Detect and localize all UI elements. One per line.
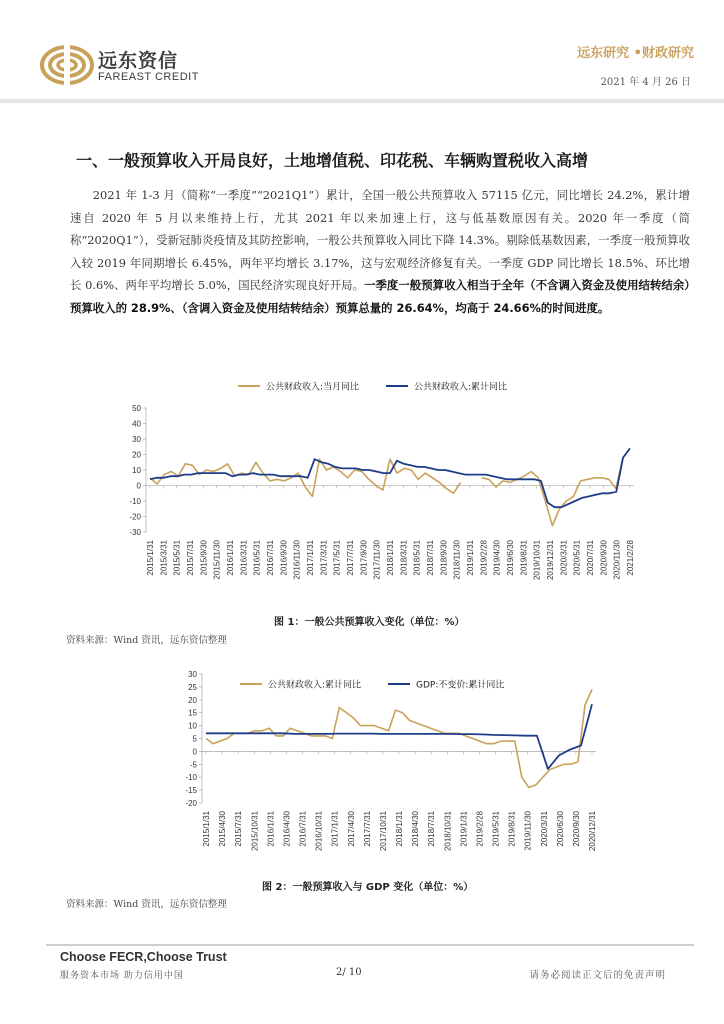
fig1-xtick-label: 2017/9/30 [359,540,369,576]
logo-text-cn: 远东资信 [98,50,179,72]
fig2-xtick-label: 2017/7/31 [362,811,372,847]
fig1-xtick-label: 2020/9/30 [599,540,609,576]
fig1-xtick-label: 2018/11/30 [452,540,462,580]
footer-subtitle: 服务资本市场 助力信用中国 [60,971,184,981]
fig2-xtick-label: 2015/7/31 [234,811,244,847]
fig1-ytick-label: -30 [129,528,141,537]
fig1-xtick-label: 2015/9/30 [199,540,209,576]
fig1-xtick-label: 2015/1/31 [146,540,155,576]
fig1-legend-label-2: 公共财政收入:累计同比 [414,382,508,393]
fig1-xtick-label: 2021/2/28 [626,540,635,576]
fig1-xtick-label: 2019/4/30 [492,540,502,576]
fig2-xtick-label: 2019/11/30 [523,811,533,851]
fig2-legend-label-1: 公共财政收入:累计同比 [268,680,362,691]
fig2-xtick-label: 2015/10/31 [250,811,260,852]
fig2-xtick-label: 2020/12/31 [588,811,597,852]
fig1-xtick-label: 2016/9/30 [279,540,289,576]
fig2-ytick-label: -20 [185,799,197,808]
fig1-xtick-label: 2019/2/28 [479,540,489,576]
fig2-xtick-label: 2019/8/31 [507,811,517,847]
fig2-xtick-label: 2018/10/31 [443,811,453,852]
figure2-source: 资料来源：Wind 资讯，远东资信整理 [66,899,227,910]
fig2-xtick-label: 2020/9/30 [571,811,581,847]
fig1-xtick-label: 2015/3/31 [159,540,169,576]
fig2-ytick-label: 30 [188,670,197,679]
section-heading: 一、一般预算收入开局良好，土地增值税、印花税、车辆购置税收入高增 [76,151,589,170]
fig1-ytick-label: 0 [136,481,141,491]
fig1-xtick-label: 2017/1/31 [306,540,315,576]
disclaimer-text: 请务必阅读正文后的免责声明 [529,970,666,981]
fig2-xtick-label: 2018/1/31 [395,811,404,847]
fig2-xtick-label: 2019/2/28 [475,811,485,847]
fig1-ytick-label: -10 [129,497,141,506]
fig2-ytick-label: -5 [189,760,197,770]
section-label: 远东研究 •财政研究 [577,46,694,61]
page-header [0,0,724,104]
fig2-ytick-label: -10 [185,773,197,783]
fig1-ytick-label: 30 [132,435,141,444]
fig1-xtick-label: 2015/7/31 [186,540,195,576]
fig1-xtick-label: 2020/3/31 [559,540,569,576]
fig1-legend-label-1: 公共财政收入:当月同比 [266,382,360,393]
fig2-xtick-label: 2016/7/31 [298,811,308,847]
fig2-ytick-label: 0 [192,747,197,757]
fig2-xtick-label: 2017/4/30 [346,811,356,847]
header-divider [0,99,724,103]
paragraph-text: 2021 年 1-3 月（简称“一季度”“2021Q1”）累计，全国一般公共预算收入 57115 亿元，同比增长 24.2%，累计增速自 2020 年 5 月以来维持上行，尤其 2021 年以来加速上行，这与低基数原因有关。2020 年一季度（简称“2020Q1”），受新冠肺炎疫情及其防控影响，一般公共预算收入同比下降 14.3%。剔除低基数因素，一季度一般预算收入较 2019 年同期增长 6.45%，两年平均增长 3.17%，这与宏观经济修复有关。一季度 GDP 同比增长 18.5%、环比增长 0.6%、两年平均增长 5.0%，国民经济实现良好开局。 [70,188,690,293]
fig2-xtick-label: 2016/1/31 [266,811,276,847]
fig2-ytick-label: 25 [188,682,197,692]
fig2-xtick-label: 2019/5/31 [491,811,501,847]
fig1-xtick-label: 2020/7/31 [586,540,595,576]
fig1-xtick-label: 2016/5/31 [252,540,262,576]
fig1-xtick-label: 2016/3/31 [239,540,249,576]
fig1-xtick-label: 2018/5/31 [412,540,422,576]
fig1-ytick-label: 20 [132,450,141,460]
fig1-xtick-label: 2017/5/31 [332,540,342,576]
figure1-source: 资料来源：Wind 资讯，远东资信整理 [66,635,227,646]
fig2-xtick-label: 2018/4/30 [411,811,421,847]
fig2-xtick-label: 2020/6/30 [555,811,565,847]
fig1-series-1-line [150,458,623,526]
fig2-legend-label-2: GDP:不变价:累计同比 [416,680,505,691]
fig2-xtick-label: 2017/1/31 [330,811,340,847]
fig2-ytick-label: 10 [188,721,197,731]
fig1-xtick-label: 2015/5/31 [172,540,182,576]
page-number: 2/ 10 [336,967,362,978]
fig2-series-2-line [206,704,592,769]
logo-text-en: FAREAST CREDIT [98,71,199,83]
fig2-xtick-label: 2019/1/31 [459,811,469,847]
fig1-xtick-label: 2016/7/31 [266,540,275,576]
fig1-xtick-label: 2020/11/30 [612,540,622,580]
fig2-xtick-label: 2016/10/31 [314,811,324,852]
fig2-ytick-label: 15 [188,708,197,718]
fig1-xtick-label: 2018/3/31 [399,540,409,576]
figure1-caption: 图 1：一般公共预算收入变化（单位：%） [274,617,465,628]
fig1-xtick-label: 2015/11/30 [212,540,222,580]
fig1-xtick-label: 2020/5/31 [572,540,582,576]
figure1-chart [0,368,724,608]
fig2-ytick-label: 5 [192,734,197,744]
fig1-xtick-label: 2018/7/31 [426,540,435,576]
footer-divider [46,944,694,946]
fig1-xtick-label: 2019/8/31 [519,540,529,576]
fig1-xtick-label: 2019/10/31 [532,540,542,581]
fareast-logo-icon [40,44,94,86]
fig2-xtick-label: 2015/4/30 [218,811,228,847]
fig1-xtick-label: 2019/1/31 [466,540,475,576]
fig2-xtick-label: 2015/1/31 [202,811,211,847]
fig1-ytick-label: 40 [132,419,141,429]
fig1-xtick-label: 2017/7/31 [346,540,355,576]
figure1-svg [0,368,724,608]
fig2-xtick-label: 2020/3/31 [539,811,549,847]
fig2-xtick-label: 2018/7/31 [427,811,437,847]
fig1-xtick-label: 2019/12/31 [546,540,555,581]
fig1-series-2-line [150,448,630,507]
paragraph-bold-text: 一季度一般预算收入相当于全年（不含调入资金及使用结转结余）预算收入的 28.9%、（含调入资金及使用结转结余）预算总量的 26.64%，均高于 24.66%的时间进度。 [70,278,690,315]
fig2-xtick-label: 2017/10/31 [378,811,388,852]
fig1-xtick-label: 2016/1/31 [226,540,235,576]
report-date: 2021 年 4 月 26 日 [600,77,691,88]
fig1-xtick-label: 2018/1/31 [386,540,395,576]
fig1-ytick-label: 10 [132,466,141,475]
body-paragraph [70,184,690,320]
fig2-ytick-label: 20 [188,695,197,705]
figure2-chart [0,664,724,876]
fig2-ytick-label: -15 [185,786,197,796]
fig1-xtick-label: 2016/11/30 [292,540,302,580]
figure2-svg [0,664,724,876]
fig1-ytick-label: -20 [129,512,141,522]
figure2-caption: 图 2：一般预算收入与 GDP 变化（单位：%） [262,882,474,893]
fig2-series-1-line [206,690,592,788]
fig1-ytick-label: 50 [132,404,141,413]
fig1-xtick-label: 2017/11/30 [372,540,382,580]
fig1-xtick-label: 2017/3/31 [319,540,329,576]
fig1-xtick-label: 2019/6/30 [506,540,515,576]
fig2-xtick-label: 2016/4/30 [282,811,292,847]
footer-slogan: Choose FECR,Choose Trust [60,950,227,964]
fig1-xtick-label: 2018/9/30 [439,540,449,576]
